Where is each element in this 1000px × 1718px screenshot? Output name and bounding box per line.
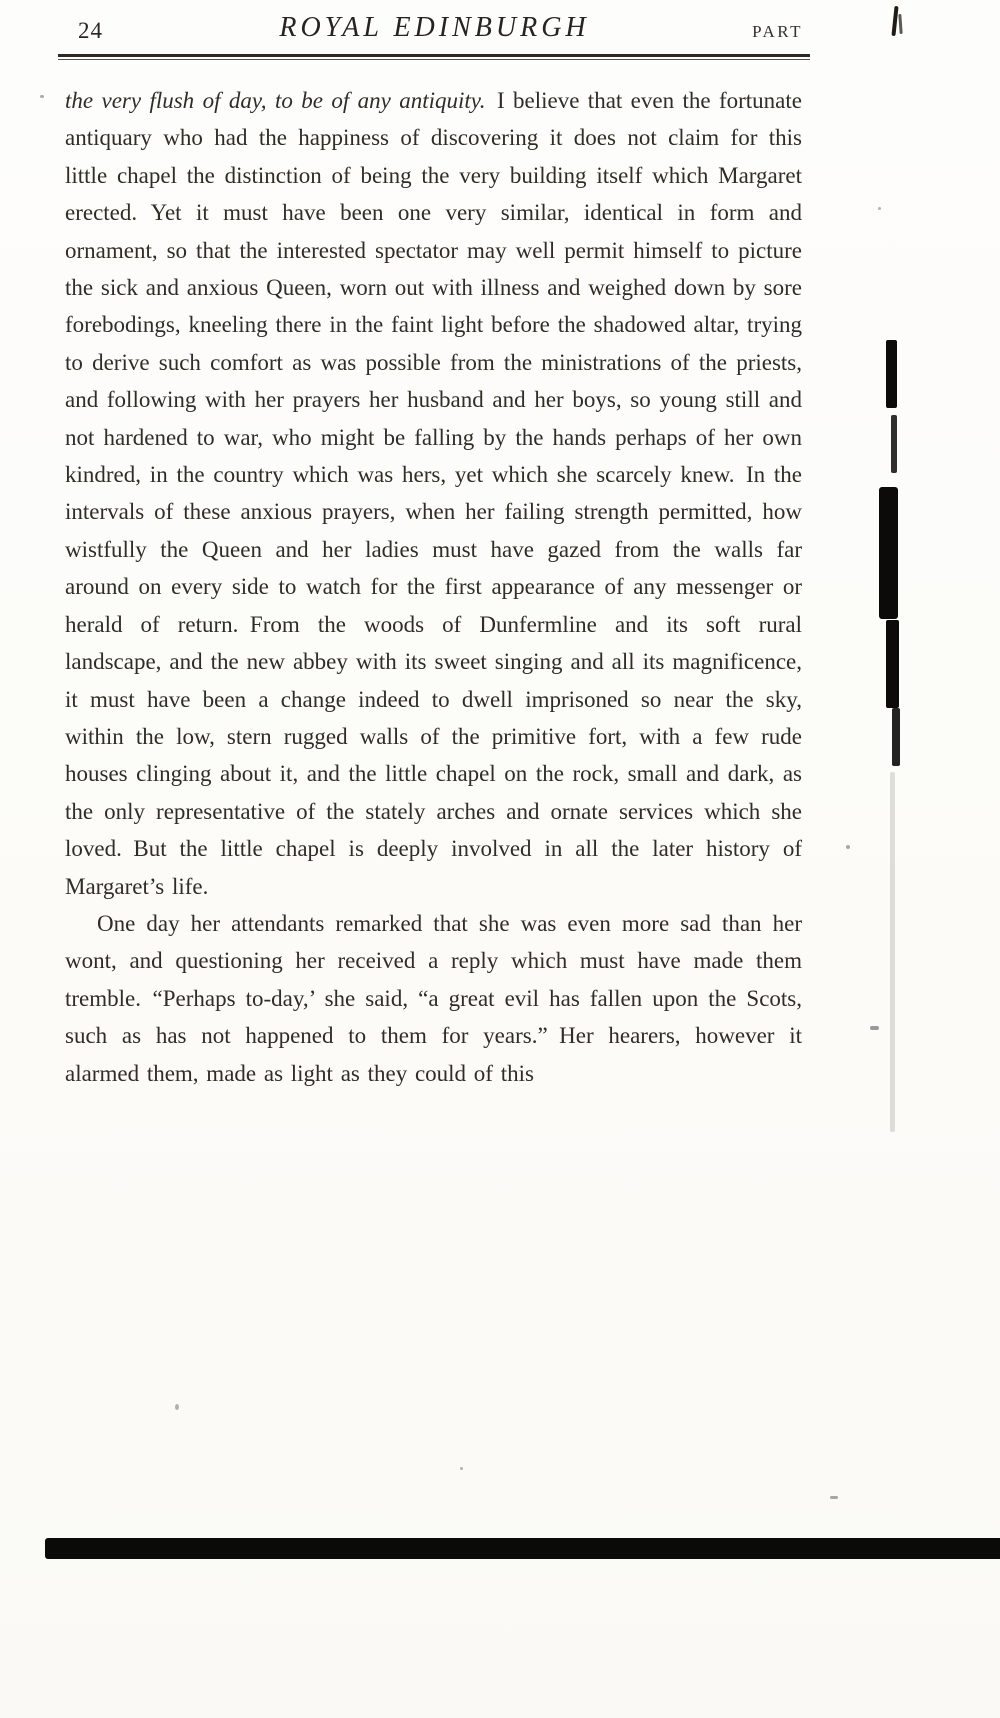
scan-speckle bbox=[40, 95, 44, 98]
scan-speckle bbox=[460, 1467, 463, 1470]
paragraph-2-text: One day her attendants remarked that she was even more sad than her wont, and questioning her received a reply which must have made them tremble. “Perhaps to-day,’ she said, “a great evil has fallen upon the Scots, such as has not happened to them for years.” Her hearers, however it alarmed them, made as light as they could of this bbox=[65, 910, 802, 1086]
italic-lead: the very flush of day, to be of any antiquity. bbox=[65, 88, 486, 113]
scan-artifact-right-edge bbox=[886, 620, 899, 708]
scan-artifact-right-edge bbox=[890, 772, 895, 1132]
paragraph-1-text: I believe that even the fortunate antiquary who had the happiness of discovering it does not claim for this little chapel the distinction of being the very building itself which Margaret erected. Yet it must have been one very similar, identical in form and ornament, so that the interested spectator may well permit himself to picture the sick and anxious Queen, worn out with illness and weighed down by sore forebodings, kneeling there in the faint light before the shadowed altar, trying to derive such comfort as was possible from the ministrations of the priests, and following with her prayers her husband and her boys, so young still and not hardened to war, who might be falling by the hands perhaps of her own kindred, in the country which was hers, yet which she scarcely knew. In the intervals of these anxious prayers, when her failing strength permitted, how wistfully the Queen and her ladies must have gazed from the walls far around on every side to watch for the first appearance of any messenger or herald of return. From the woods of Dunfermline and its soft rural landscape, and the new abbey with its sweet singing and all its magnificence, it must have been a change indeed to dwell imprisoned so near the sky, within the low, stern rugged walls of the primitive fort, with a few rude houses clinging about it, and the little chapel on the rock, small and dark, as the only representative of the stately arches and ornate services which she loved. But the little chapel is deeply involved in all the later history of Margaret’s life. bbox=[65, 88, 802, 899]
paragraph-2 bbox=[65, 905, 802, 1092]
part-label: PART bbox=[752, 22, 803, 41]
scan-artifact-top-right bbox=[891, 6, 898, 36]
page-body bbox=[65, 82, 802, 1092]
paragraph-1 bbox=[65, 82, 802, 905]
scan-artifact-right-edge bbox=[892, 708, 900, 766]
scan-speckle bbox=[878, 207, 881, 210]
scan-artifact-right-edge bbox=[886, 340, 897, 408]
scan-artifact-top-right bbox=[898, 14, 902, 34]
scan-speckle bbox=[175, 1404, 179, 1410]
scan-speckle bbox=[830, 1496, 838, 1499]
scan-artifact-right-edge bbox=[879, 487, 898, 619]
running-title: ROYAL EDINBURGH bbox=[279, 12, 590, 43]
header-rule bbox=[58, 54, 810, 60]
scan-speckle bbox=[870, 1026, 879, 1030]
page-number: 24 bbox=[78, 18, 103, 43]
page-header bbox=[62, 12, 807, 52]
scan-artifact-right-edge bbox=[891, 415, 897, 473]
scan-speckle bbox=[846, 845, 850, 849]
scan-artifact-bottom-bar bbox=[45, 1538, 1000, 1559]
